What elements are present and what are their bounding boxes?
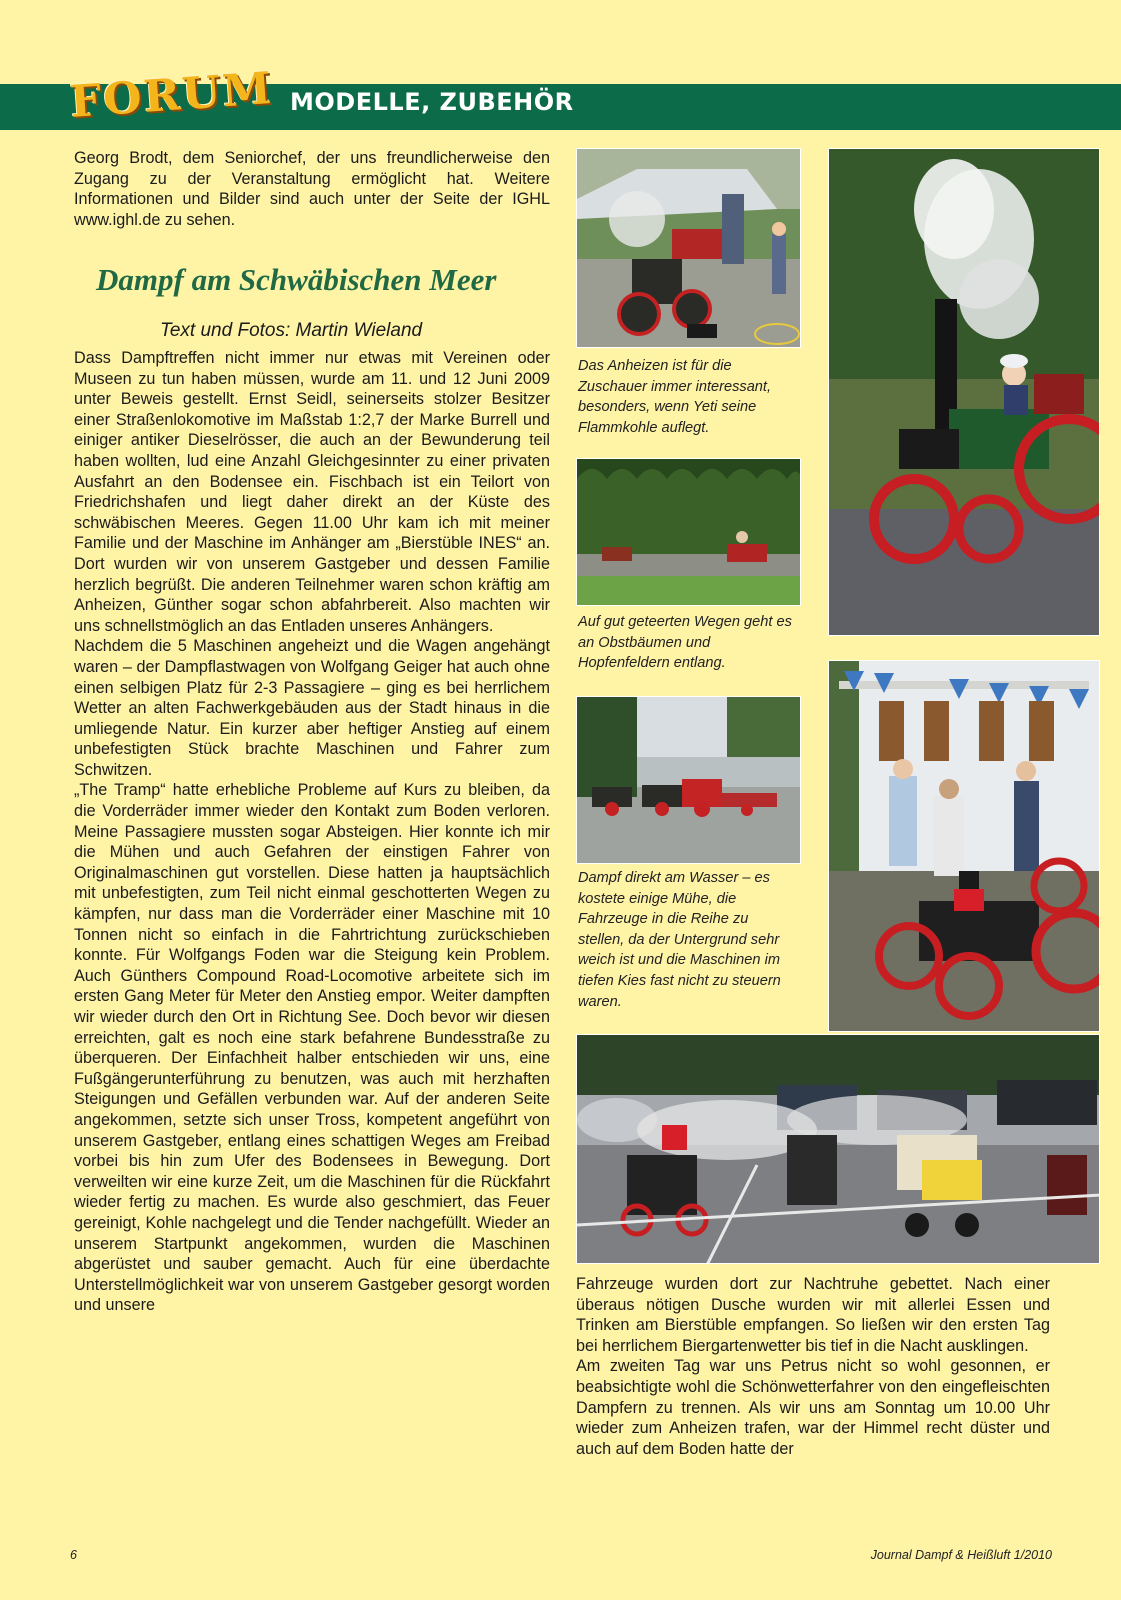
photo-hedge-road xyxy=(576,458,801,606)
forum-logo: FORUM xyxy=(68,62,275,129)
journal-footer: Journal Dampf & Heißluft 1/2010 xyxy=(870,1548,1052,1562)
photo-parking-lot xyxy=(576,1034,1100,1264)
paragraph-4: Fahrzeuge wurden dort zur Nachtruhe gebettet. Nach einer überaus nötigen Dusche wurden wir mit allerlei Essen und Trinken am Bierstüble empfangen. So ließen wir den ersten Tag bei herrlichem Biergartenwetter bis tief in die Nacht ausklingen. xyxy=(576,1275,1050,1355)
article-byline: Text und Fotos: Martin Wieland xyxy=(160,320,423,341)
photo-lakeside xyxy=(576,696,801,864)
article-body-left xyxy=(74,348,550,1316)
photo-tent-engine xyxy=(576,148,801,348)
paragraph-1: Dass Dampftreffen nicht immer nur etwas mit Vereinen oder Museen zu tun haben müssen, wurde am 11. und 12 Juni 2009 unter Beweis gestellt. Ernst Seidl, seinerseits stolzer Besitzer einer Straßenlokomotive im Maßstab 1:2,7 der Marke Burrell und einiger antiker Dieselrösser, die auch an der Bewunderung teil haben wollten, lud eine Anzahl Gleichgesinnter zu einer privaten Ausfahrt an den Bodensee ein. Fischbach ist ein Teilort von Friedrichshafen und liegt daher direkt an der Küste des schwäbischen Meeres. Gegen 11.00 Uhr kam ich mit meiner Familie und der Maschine im Anhänger am „Bierstüble INES“ an. Dort wurden wir von unserem Gastgeber und dessen Familie herzlich begrüßt. Die anderen Teilnehmer waren schon kräftig am Anheizen, Günther sogar schon abfahrbereit. Also machten wir uns schnellstmöglich an das Entladen unseres Anhängers. xyxy=(74,349,550,635)
article-title: Dampf am Schwäbischen Meer xyxy=(96,262,497,297)
paragraph-5: Am zweiten Tag war uns Petrus nicht so wohl gesonnen, er beabsichtigte wohl die Schönwetterfahrer von den eingefleischten Dampfern zu trennen. Als wir uns am Sonntag um 10.00 Uhr wieder zum Anheizen trafen, war der Himmel recht düster und auch auf dem Boden hatte der xyxy=(576,1357,1050,1458)
photo-house-people xyxy=(828,660,1100,1032)
paragraph-3: „The Tramp“ hatte erhebliche Probleme auf Kurs zu bleiben, da die Vorderräder immer wieder den Kontakt zum Boden verloren. Meine Passagiere mussten sogar Absteigen. Hier konnte ich mir die Mühen und auch Gefahren der einstigen Fahrer von Originalmaschinen gut vorstellen. Diese hatten ja hauptsächlich mit unbefestigten, zum Teil nicht einmal geschotterten Wegen zu kämpfen, nur dass man die Vorderräder einer Maschine mit 10 Tonnen nicht so einfach in die Fahrtrichtung zurückschieben konnte. Für Wolfgangs Foden war die Steigung kein Problem. Auch Günthers Compound Road-Locomotive arbeitete sich im ersten Gang Meter für Meter den Anstieg empor. Weiter dampften wir wieder durch den Ort in Richtung See. Doch bevor wir diesen erreichten, galt es noch eine stark befahrene Bundesstraße zu überqueren. Der Einfachheit halber entschieden wir uns, eine Fußgängerunterführung zu benutzen, was auch mit herzhaften Steigungen und Gefällen verbunden war. Auf der anderen Seite angekommen, setzte sich unser Tross, kompetent angeführt von unserem Gastgeber, entlang eines schattigen Weges am Freibad vorbei bis hin zum Ufer des Bodensees in Bewegung. Dort verweilten wir eine kurze Zeit, um die Maschinen für die Rückfahrt wieder fertig zu machen. Es wurde also geschmiert, das Feuer gereinigt, Kohle nachgelegt und die Tender nachgefüllt. Wieder an unserem Startpunkt angekommen, wurden die Maschinen abgerüstet und sauber gemacht. Auch für eine überdachte Unterstellmöglichkeit war von unserem Gastgeber gesorgt worden und unsere xyxy=(74,781,550,1315)
section-title: MODELLE, ZUBEHÖR xyxy=(290,88,574,116)
paragraph-2: Nachdem die 5 Maschinen angeheizt und die Wagen angehängt waren – der Dampflastwagen von Wolfgang Geiger hat auch ohne einen selbigen Platz für 2-3 Passagiere – ging es bei herrlichem Wetter an alten Fachwerkgebäuden aus der Stadt hinaus in die umliegende Natur. Ein kurzer aber heftiger Anstieg auf einem unbefestigten Stück brachte Maschinen und Fahrer zum Schwitzen. xyxy=(74,637,550,779)
photo-steam-engine-child xyxy=(828,148,1100,636)
caption-3: Dampf direkt am Wasser – es kostete einige Mühe, die Fahrzeuge in die Reihe zu stellen, da der Untergrund sehr weich ist und die Maschinen im tiefen Kies fast nicht zu steuern waren. xyxy=(578,870,781,1010)
article-body-right xyxy=(576,1274,1050,1459)
caption-2: Auf gut geteerten Wegen geht es an Obstbäumen und Hopfenfeldern entlang. xyxy=(578,614,792,672)
caption-1: Das Anheizen ist für die Zuschauer immer interessant, besonders, wenn Yeti seine Flammkohle auflegt. xyxy=(578,358,772,436)
page-number: 6 xyxy=(70,1548,77,1562)
intro-paragraph: Georg Brodt, dem Seniorchef, der uns freundlicherweise den Zugang zu der Veranstaltung ermöglicht hat. Weitere Informationen und Bilder sind auch unter der Seite der IGHL www.ighl.de zu sehen. xyxy=(74,149,550,229)
